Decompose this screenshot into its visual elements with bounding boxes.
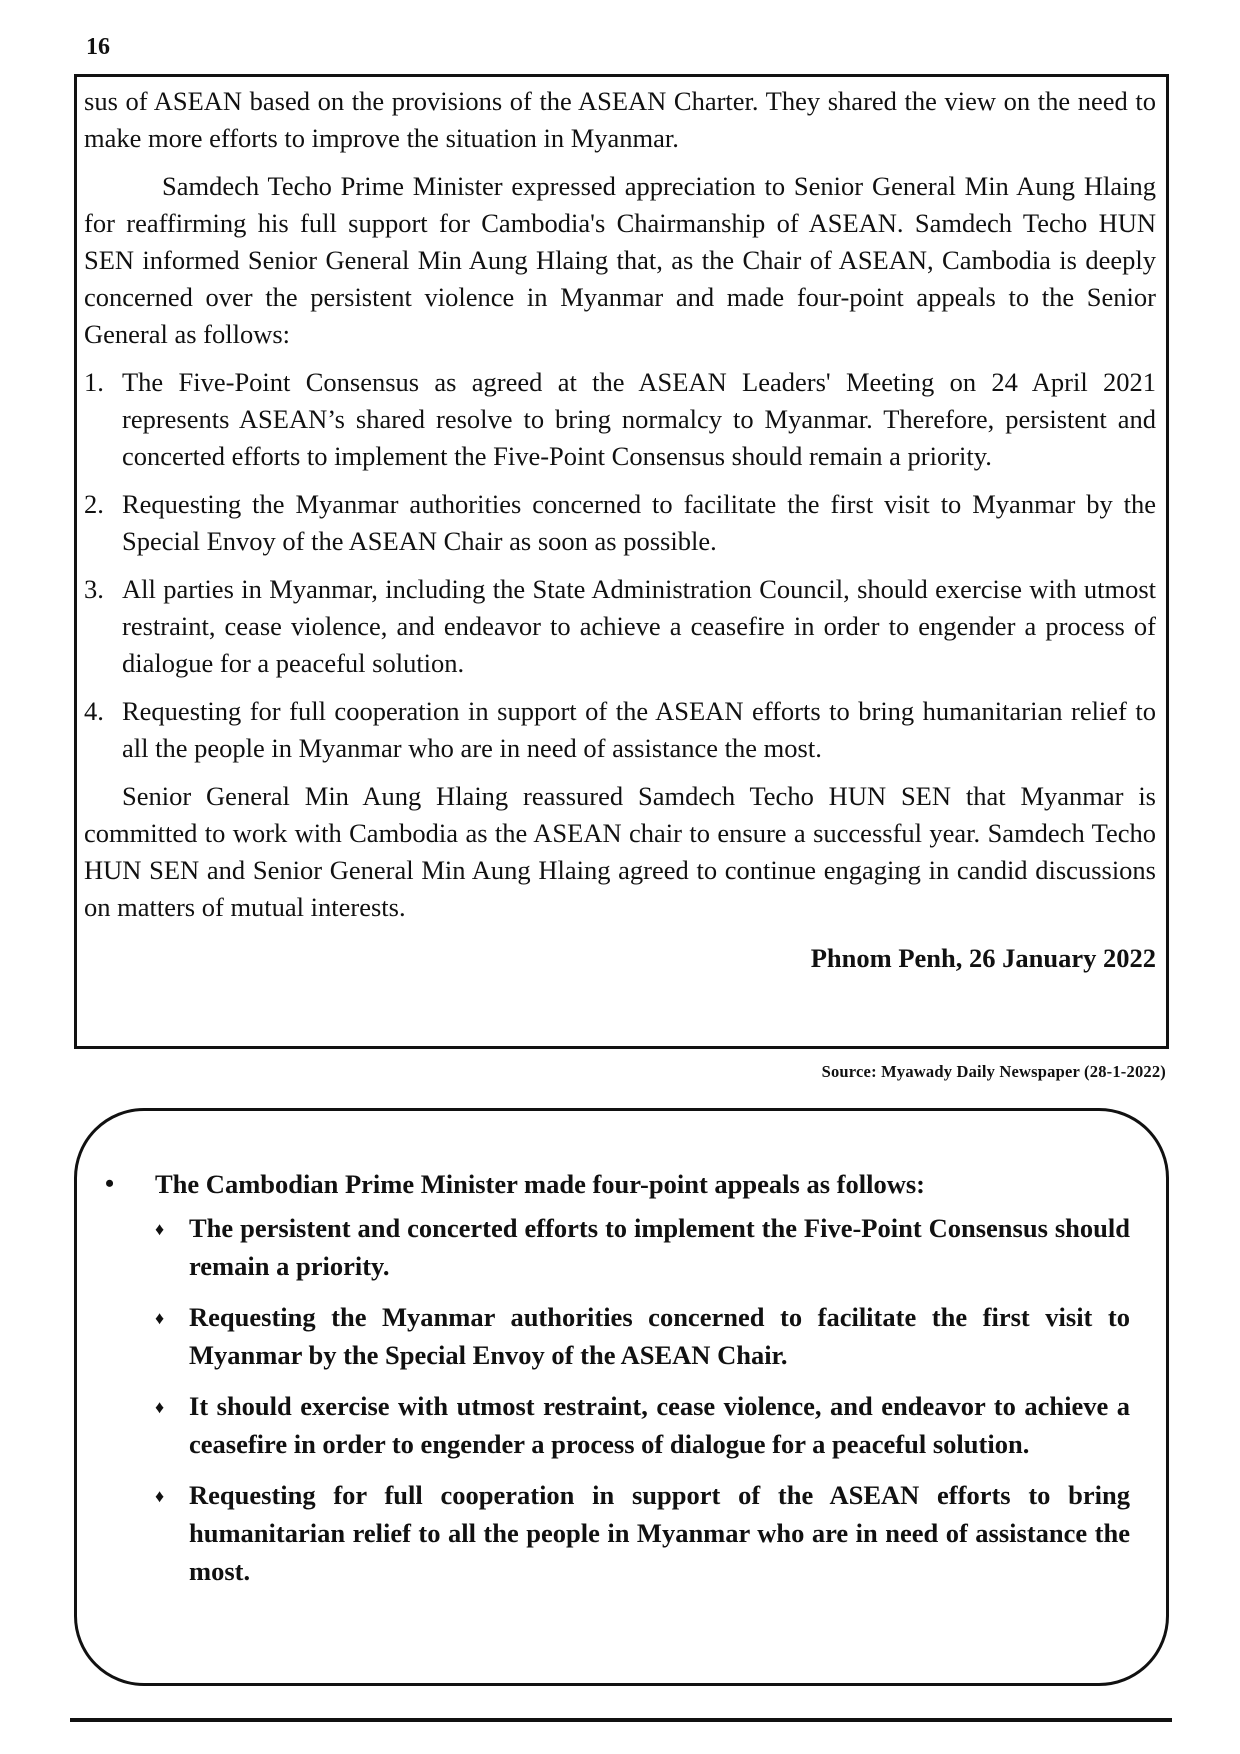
summary-point <box>155 1209 1130 1285</box>
page-number: 16 <box>86 34 110 60</box>
source-citation: Source: Myawady Daily Newspaper (28-1-2022) <box>821 1062 1166 1081</box>
summary-point-text: The persistent and concerted efforts to implement the Five-Point Consensus should remain a priority. <box>189 1213 1130 1281</box>
dateline: Phnom Penh, 26 January 2022 <box>810 943 1156 973</box>
appeals-list <box>84 364 1156 767</box>
summary-box <box>74 1108 1169 1686</box>
summary-points <box>103 1209 1130 1590</box>
appeal-number: 4. <box>84 696 104 726</box>
diamond-bullet-icon: ♦ <box>155 1486 165 1506</box>
summary-point-text: Requesting for full cooperation in support of the ASEAN efforts to bring humanitarian relief to all the people in Myanmar who are in need of assistance the most. <box>189 1480 1130 1586</box>
appeal-number: 2. <box>84 489 104 519</box>
diamond-bullet-icon: ♦ <box>155 1219 165 1239</box>
summary-heading-text: The Cambodian Prime Minister made four-point appeals as follows: <box>155 1169 925 1199</box>
summary-point <box>155 1298 1130 1374</box>
bottom-divider <box>70 1718 1172 1722</box>
summary-point-text: Requesting the Myanmar authorities concerned to facilitate the first visit to Myanmar by the Special Envoy of the ASEAN Chair. <box>189 1302 1130 1370</box>
article-box <box>74 74 1169 1049</box>
diamond-bullet-icon: ♦ <box>155 1308 165 1328</box>
summary-point <box>155 1387 1130 1463</box>
appeal-number: 3. <box>84 574 104 604</box>
appeal-item <box>84 571 1156 682</box>
diamond-bullet-icon: ♦ <box>155 1397 165 1417</box>
article-paragraph-continued: sus of ASEAN based on the provisions of the ASEAN Charter. They shared the view on the need to make more efforts to improve the situation in Myanmar. <box>84 86 1156 153</box>
article-paragraph-appreciation: Samdech Techo Prime Minister expressed appreciation to Senior General Min Aung Hlaing for reaffirming his full support for Cambodia's Chairmanship of ASEAN. Samdech Techo HUN SEN informed Senior General Min Aung Hlaing that, as the Chair of ASEAN, Cambodia is deeply concerned over the persistent violence in Myanmar and made four-point appeals to the Senior General as follows: <box>84 171 1156 349</box>
appeal-item <box>84 364 1156 475</box>
summary-point <box>155 1476 1130 1590</box>
appeal-item <box>84 486 1156 560</box>
article-paragraph-closing: Senior General Min Aung Hlaing reassured Samdech Techo HUN SEN that Myanmar is committed to work with Cambodia as the ASEAN chair to ensure a successful year. Samdech Techo HUN SEN and Senior General Min Aung Hlaing agreed to continue engaging in candid discussions on matters of mutual interests. <box>84 781 1156 922</box>
bullet-icon: • <box>105 1169 115 1198</box>
appeal-text: The Five-Point Consensus as agreed at the ASEAN Leaders' Meeting on 24 April 2021 represents ASEAN’s shared resolve to bring normalcy to Myanmar. Therefore, persistent and concerted efforts to implement the Five-Point Consensus should remain a priority. <box>122 367 1156 471</box>
summary-heading <box>103 1165 1130 1203</box>
appeal-text: All parties in Myanmar, including the State Administration Council, should exercise with utmost restraint, cease violence, and endeavor to achieve a ceasefire in order to engender a process of dialogue for a peaceful solution. <box>122 574 1156 678</box>
summary-point-text: It should exercise with utmost restraint, cease violence, and endeavor to achieve a ceasefire in order to engender a process of dialogue for a peaceful solution. <box>189 1391 1130 1459</box>
appeal-item <box>84 693 1156 767</box>
appeal-number: 1. <box>84 367 104 397</box>
appeal-text: Requesting the Myanmar authorities concerned to facilitate the first visit to Myanmar by the Special Envoy of the ASEAN Chair as soon as possible. <box>122 489 1156 556</box>
appeal-text: Requesting for full cooperation in support of the ASEAN efforts to bring humanitarian relief to all the people in Myanmar who are in need of assistance the most. <box>122 696 1156 763</box>
